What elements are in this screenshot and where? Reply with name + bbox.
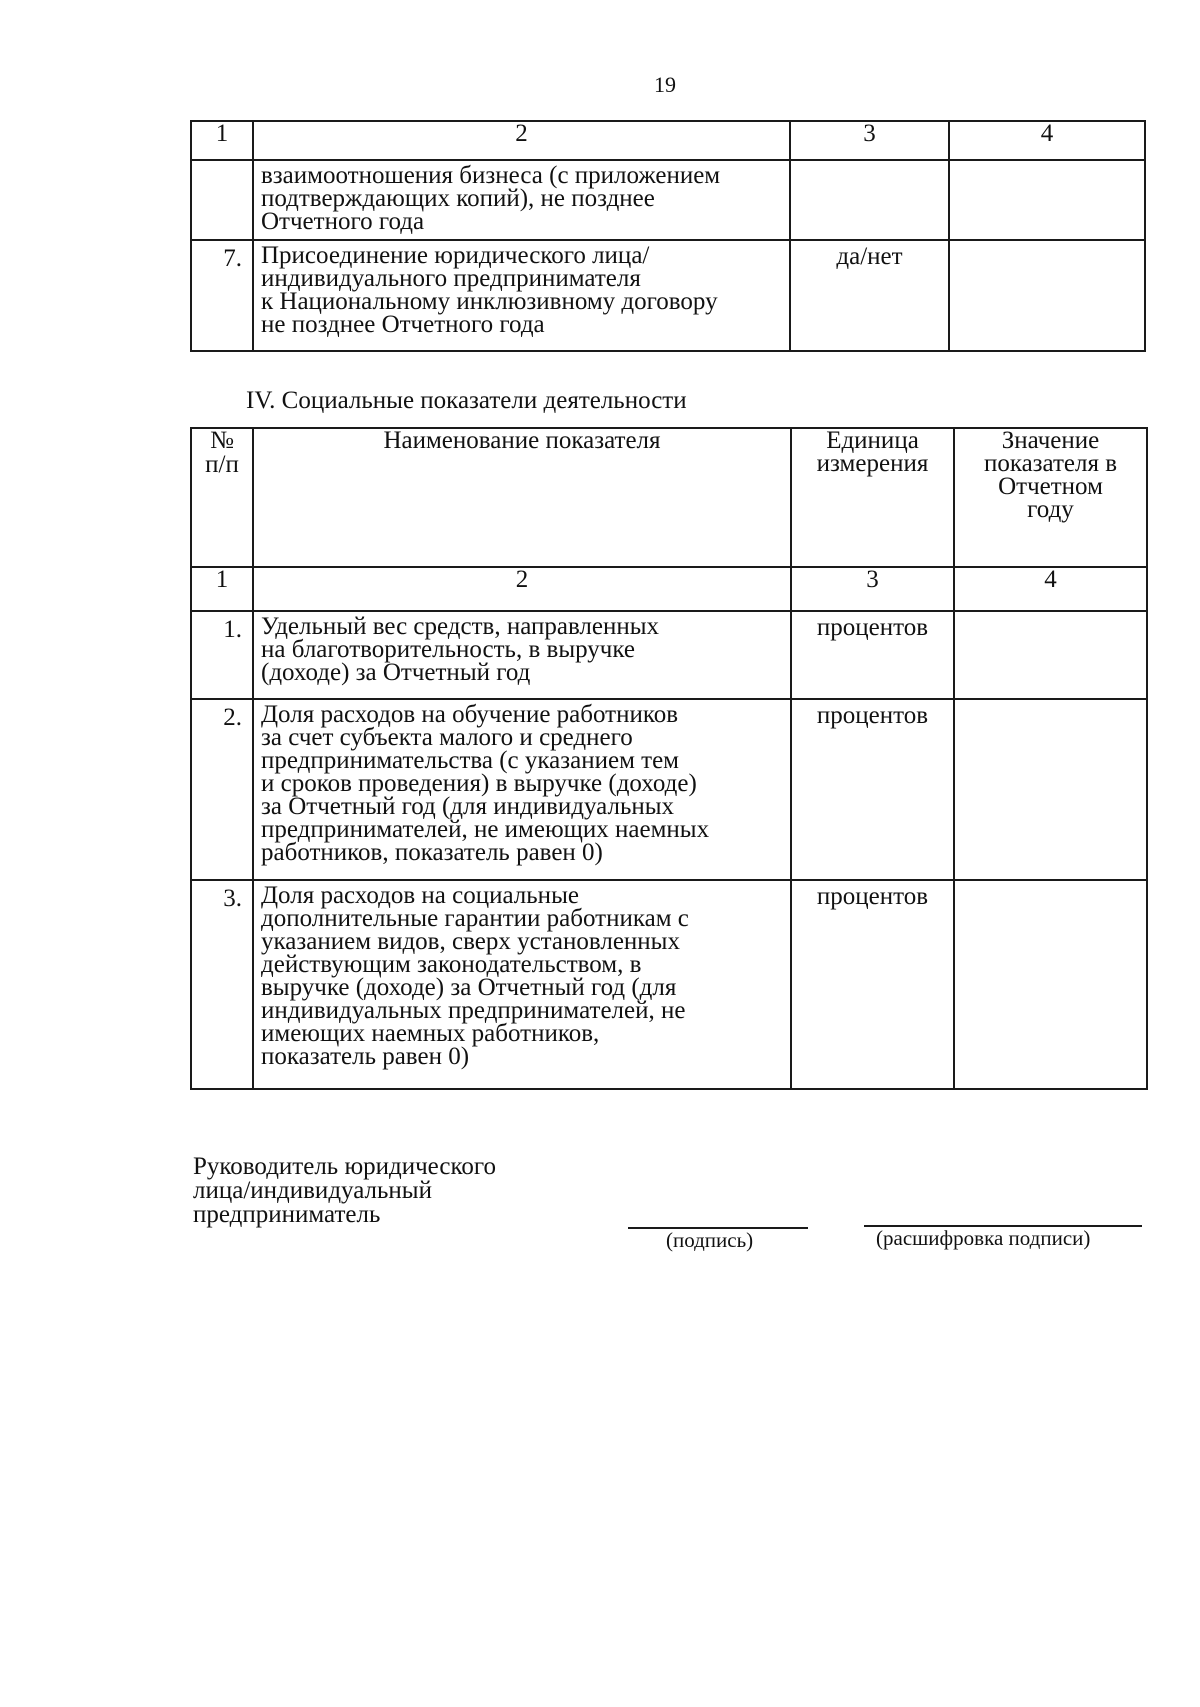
column-number: 3: [790, 121, 949, 160]
value-cell: [949, 240, 1145, 351]
header-number: [191, 428, 253, 567]
table-row: [191, 160, 1145, 240]
unit-cell: процентов: [791, 880, 954, 1089]
row-number: [191, 160, 253, 240]
text-line: (доходе) за Отчетный год: [261, 659, 531, 686]
text-line: Удельный вес средств, направленных: [261, 613, 660, 640]
text-line: Доля расходов на обучение работников: [261, 701, 679, 728]
header-line: п/п: [205, 451, 239, 478]
unit-cell: процентов: [791, 699, 954, 880]
text-line: за Отчетный год (для индивидуальных: [261, 793, 675, 820]
header-line: показателя в: [983, 450, 1118, 477]
header-unit: [791, 428, 954, 567]
header-line: Единица: [826, 427, 919, 454]
unit-cell: процентов: [791, 611, 954, 699]
column-number: 3: [791, 567, 954, 611]
text-line: Присоединение юридического лица/: [261, 242, 650, 269]
text-line: на благотворительность, в выручке: [261, 636, 635, 663]
role-line: Руководитель юридического: [193, 1153, 496, 1180]
table-header-row: [191, 428, 1147, 567]
text-line: индивидуального предпринимателя: [261, 265, 641, 292]
text-line: действующим законодательством, в: [261, 951, 642, 978]
text-line: за счет субъекта малого и среднего: [261, 724, 633, 751]
table-row: [191, 611, 1147, 699]
role-line: предприниматель: [193, 1201, 381, 1228]
role-line: лица/индивидуальный: [193, 1177, 432, 1204]
text-line: не позднее Отчетного года: [261, 311, 545, 338]
text-line: индивидуальных предпринимателей, не: [261, 997, 686, 1024]
column-number-row: [191, 121, 1145, 160]
value-cell: [949, 160, 1145, 240]
header-line: измерения: [816, 450, 929, 477]
column-number: 4: [949, 121, 1145, 160]
column-number: 1: [191, 567, 253, 611]
text-line: работников, показатель равен 0): [261, 839, 603, 866]
page-number: 19: [654, 72, 676, 97]
text-line: и сроков проведения) в выручке (доходе): [261, 770, 697, 797]
table-row: [191, 699, 1147, 880]
social-indicators-table: [190, 427, 1148, 1090]
text-line: выручке (доходе) за Отчетный год (для: [261, 974, 677, 1001]
column-number: 2: [253, 567, 791, 611]
indicator-text: [253, 611, 791, 699]
continued-table: [190, 120, 1146, 352]
section-title: IV. Социальные показатели деятельности: [246, 387, 687, 414]
header-line: Значение: [1001, 427, 1100, 454]
column-number: 2: [253, 121, 790, 160]
decryption-caption: (расшифровка подписи): [876, 1226, 1091, 1250]
indicator-text: [253, 880, 791, 1089]
row-number: 3.: [191, 880, 253, 1089]
column-number-row: [191, 567, 1147, 611]
row-number: 7.: [191, 240, 253, 351]
value-cell: [954, 611, 1147, 699]
text-line: Отчетного года: [261, 208, 425, 235]
header-line: №: [210, 427, 234, 454]
text-line: дополнительные гарантии работникам с: [261, 905, 689, 932]
unit-cell: да/нет: [790, 240, 949, 351]
text-line: Доля расходов на социальные: [261, 882, 579, 909]
indicator-text: [253, 240, 790, 351]
table-row: [191, 880, 1147, 1089]
text-line: взаимоотношения бизнеса (с приложением: [261, 162, 721, 189]
value-cell: [954, 699, 1147, 880]
signatory-role: [193, 1155, 496, 1227]
header-line: Отчетном: [998, 473, 1103, 500]
indicator-text: [253, 699, 791, 880]
unit-cell: [790, 160, 949, 240]
column-number: 1: [191, 121, 253, 160]
text-line: указанием видов, сверх установленных: [261, 928, 680, 955]
header-value: [954, 428, 1147, 567]
row-number: 2.: [191, 699, 253, 880]
text-line: к Национальному инклюзивному договору: [261, 288, 718, 315]
table-row: [191, 240, 1145, 351]
header-line: году: [1027, 496, 1074, 523]
value-cell: [954, 880, 1147, 1089]
row-number: 1.: [191, 611, 253, 699]
text-line: имеющих наемных работников,: [261, 1020, 600, 1047]
header-indicator-name: Наименование показателя: [253, 428, 791, 567]
text-line: показатель равен 0): [261, 1043, 470, 1070]
text-line: предпринимателей, не имеющих наемных: [261, 816, 710, 843]
text-line: предпринимательства (с указанием тем: [261, 747, 679, 774]
text-line: подтверждающих копий), не позднее: [261, 185, 655, 212]
signature-caption: (подпись): [666, 1228, 754, 1252]
column-number: 4: [954, 567, 1147, 611]
indicator-text: [253, 160, 790, 240]
